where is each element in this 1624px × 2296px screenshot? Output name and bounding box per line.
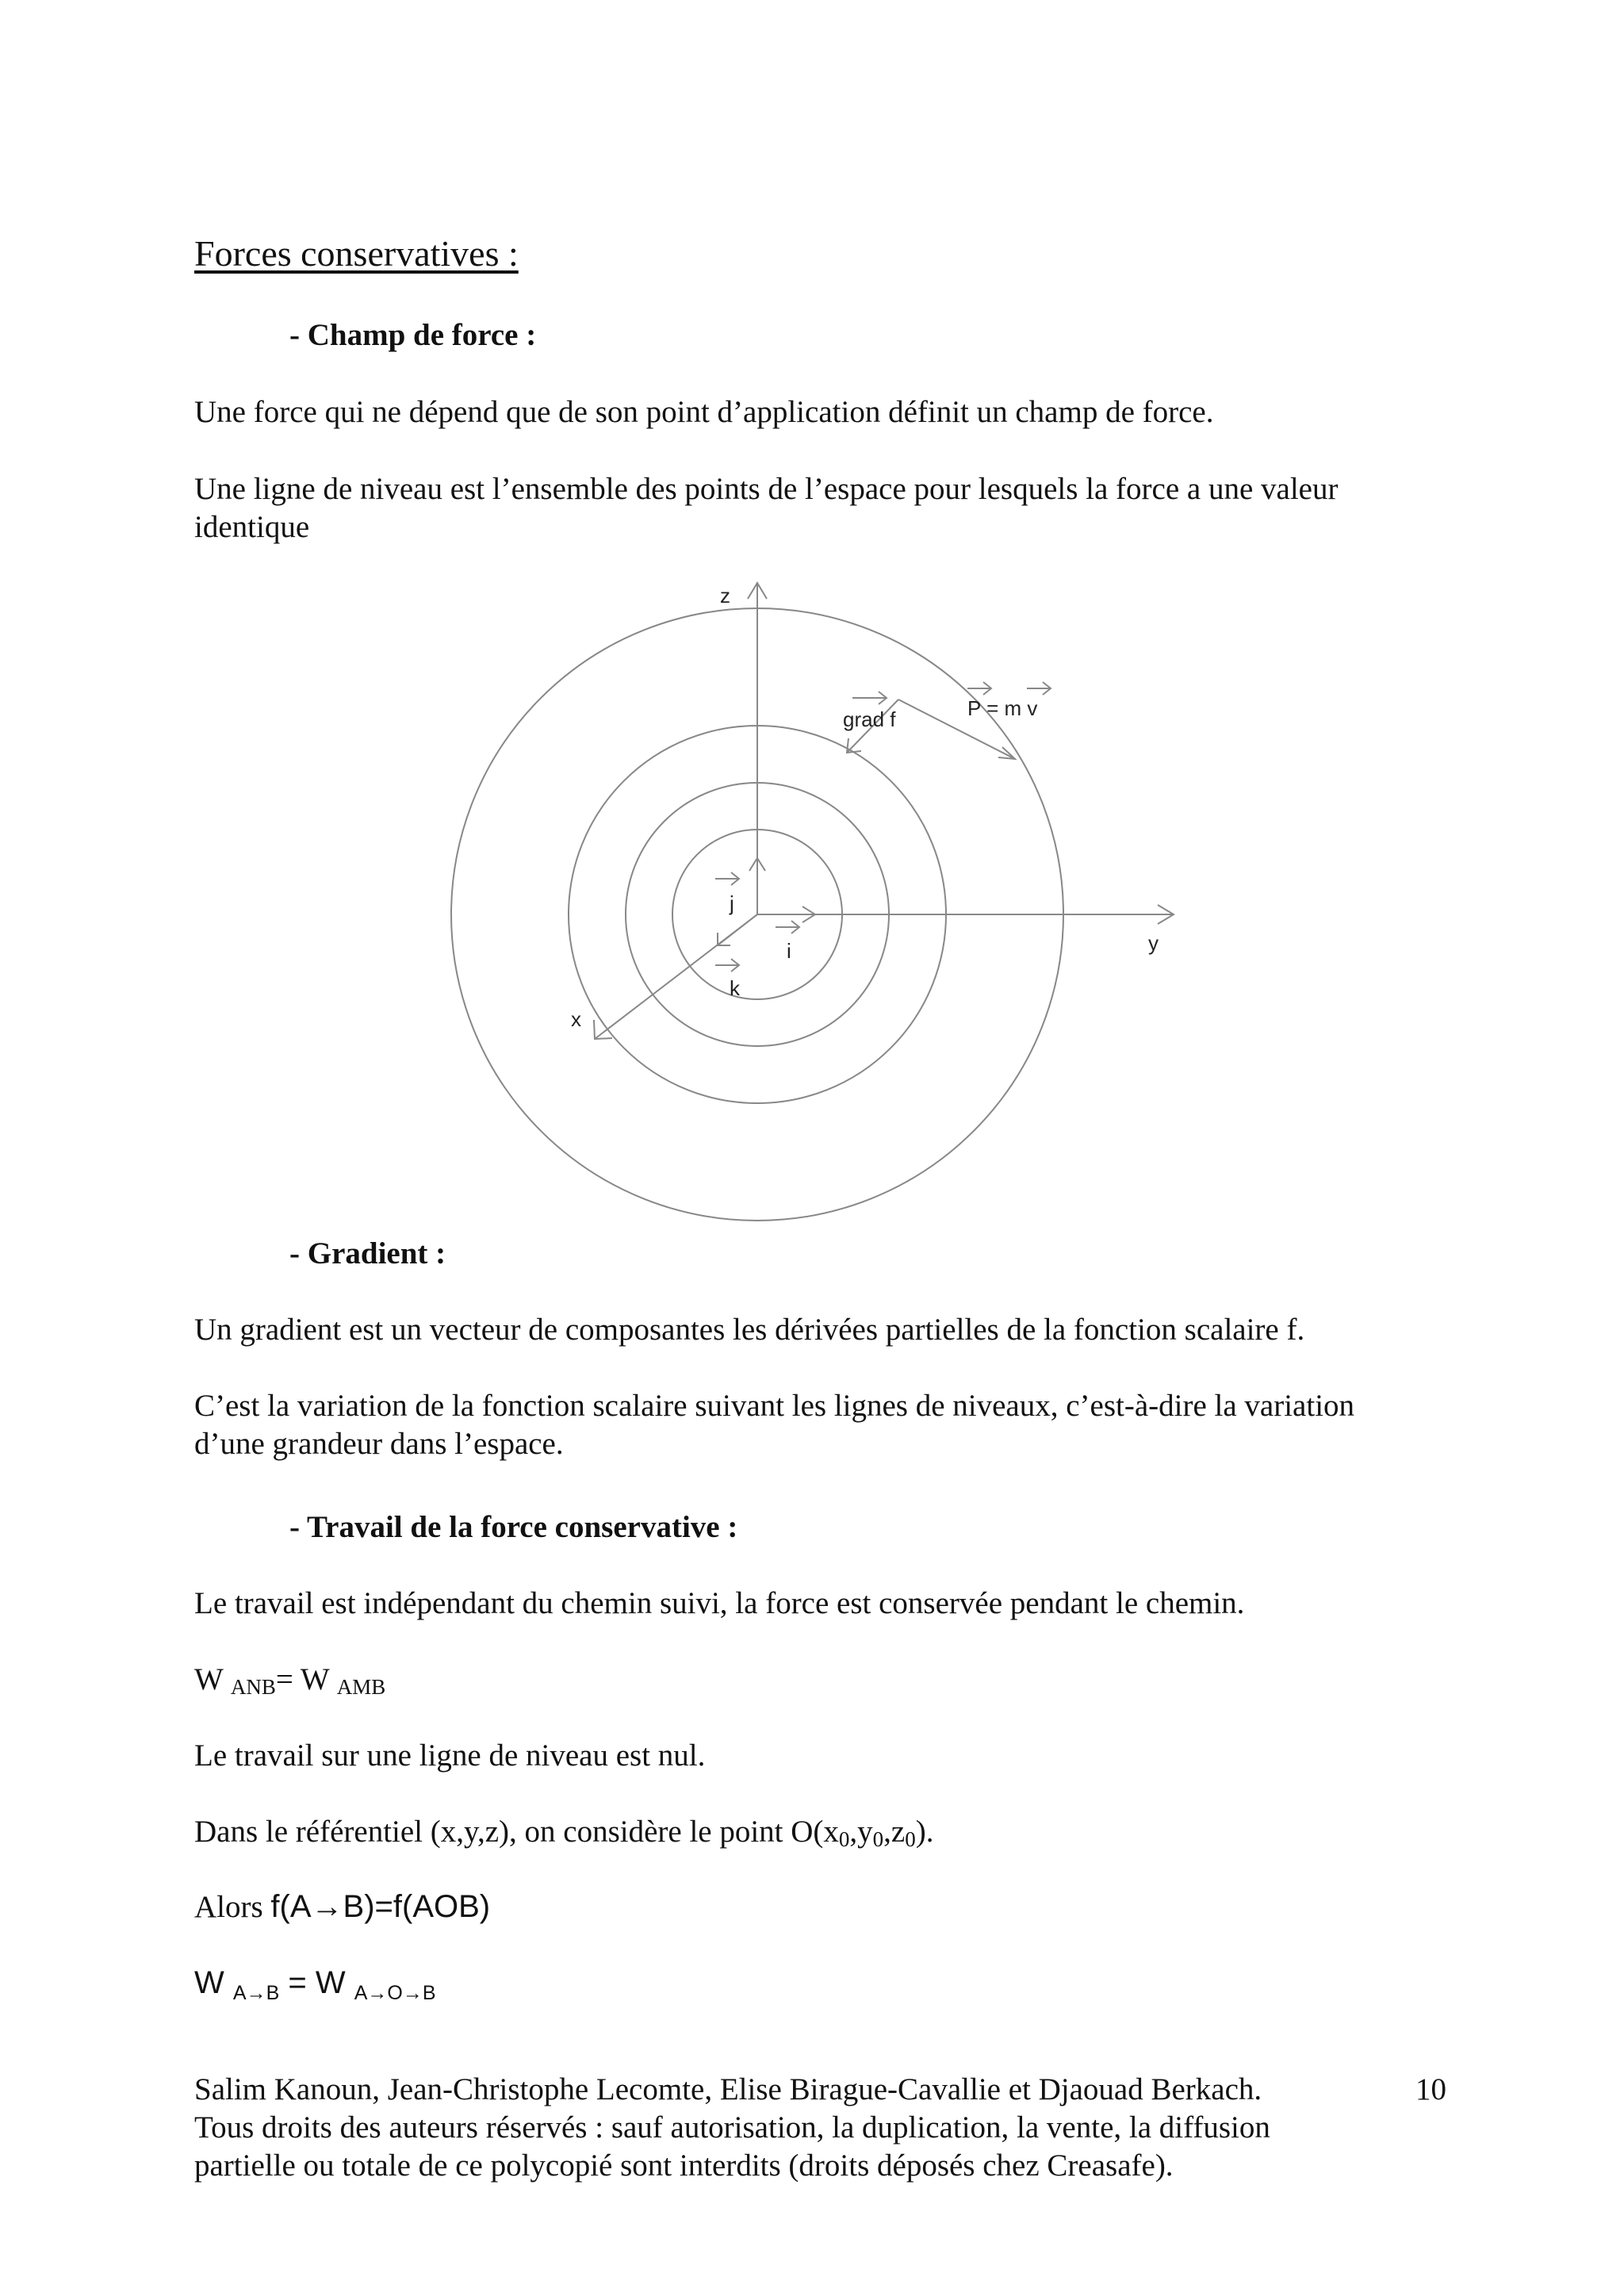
eq1-equals: = [275,1662,293,1696]
vector-label-k: k [730,976,740,1000]
label-arrow-p [967,682,991,695]
page-title: Forces conservatives : [194,233,519,274]
section-heading-gradient: - Gradient : [289,1236,446,1271]
unit-vector-j [749,858,765,914]
page-number: 10 [1415,2072,1446,2106]
referentiel-text-suffix: ). [915,1815,934,1849]
eq3-w-right: W [315,1965,346,2000]
axis-label-y: y [1148,931,1159,955]
label-arrow-grad [852,692,887,704]
section-heading-travail: - Travail de la force conservative : [289,1510,738,1544]
footer-rights-line1: Tous droits des auteurs réservés : sauf autorisation, la duplication, la vente, la diffusion [194,2110,1270,2145]
paragraph-ligne-niveau-line2: identique [194,510,310,544]
eq3-w-left: W [194,1965,224,2000]
eq1-sub-amb: AMB [336,1675,386,1699]
referentiel-text-prefix: Dans le référentiel (x,y,z), on considère le point O(x [194,1815,839,1849]
referentiel-sep-y: ,y [849,1815,873,1849]
paragraph-travail-independant: Le travail est indépendant du chemin suivi, la force est conservée pendant le chemin. [194,1586,1245,1620]
paragraph-gradient-variation-line2: d’une grandeur dans l’espace. [194,1427,564,1461]
eq1-w-right: W [300,1662,330,1696]
label-arrow-i [776,921,799,933]
alors-expression: f(A→B)=f(AOB) [270,1889,491,1924]
paragraph-champ-definition: Une force qui ne dépend que de son point d’application définit un champ de force. [194,395,1214,429]
equation-alors [194,1888,490,1926]
paragraph-ligne-niveau-line1: Une ligne de niveau est l’ensemble des points de l’espace pour lesquels la force a une valeur [194,472,1339,506]
eq3-sub-ab: A→B [232,1982,280,2004]
eq1-w-left: W [194,1662,224,1696]
axis-label-z: z [720,584,730,608]
label-arrow-k [715,959,739,972]
footer-rights-line2: partielle ou totale de ce polycopié sont interdits (droits déposés chez Creasafe). [194,2148,1174,2183]
eq3-equals: = [288,1965,307,2000]
y-axis [757,905,1174,924]
eq1-sub-anb: ANB [230,1675,276,1699]
sub-z0: 0 [905,1827,916,1851]
equation-w-a-b [194,1964,436,2002]
sub-y0: 0 [872,1827,884,1851]
axis-label-x: x [571,1007,581,1031]
equation-w-anb-amb [194,1661,385,1698]
vector-label-grad: grad f [843,707,896,731]
level-lines-diagram [436,571,1189,1229]
footer-authors: Salim Kanoun, Jean-Christophe Lecomte, Elise Birague-Cavallie et Djaouad Berkach. [194,2072,1262,2106]
paragraph-referentiel [194,1813,933,1850]
unit-vector-i [757,907,815,922]
vector-label-j: j [730,891,734,915]
vector-label-i: i [787,939,791,963]
vector-label-p: P = m v [967,696,1038,720]
eq3-sub-aob: A→O→B [354,1982,436,2004]
paragraph-travail-nul: Le travail sur une ligne de niveau est nul. [194,1738,706,1773]
paragraph-gradient-definition: Un gradient est un vecteur de composantes les dérivées partielles de la fonction scalaire f. [194,1313,1305,1347]
label-arrow-j [715,872,739,885]
sub-x0: 0 [838,1827,850,1851]
unit-vector-k [718,914,757,945]
label-arrow-v [1027,682,1051,695]
alors-label: Alors [194,1890,271,1924]
section-heading-champ: - Champ de force : [289,318,537,352]
paragraph-gradient-variation-line1: C’est la variation de la fonction scalaire suivant les lignes de niveaux, c’est-à-dire la variation [194,1389,1355,1423]
referentiel-sep-z: ,z [883,1815,906,1849]
